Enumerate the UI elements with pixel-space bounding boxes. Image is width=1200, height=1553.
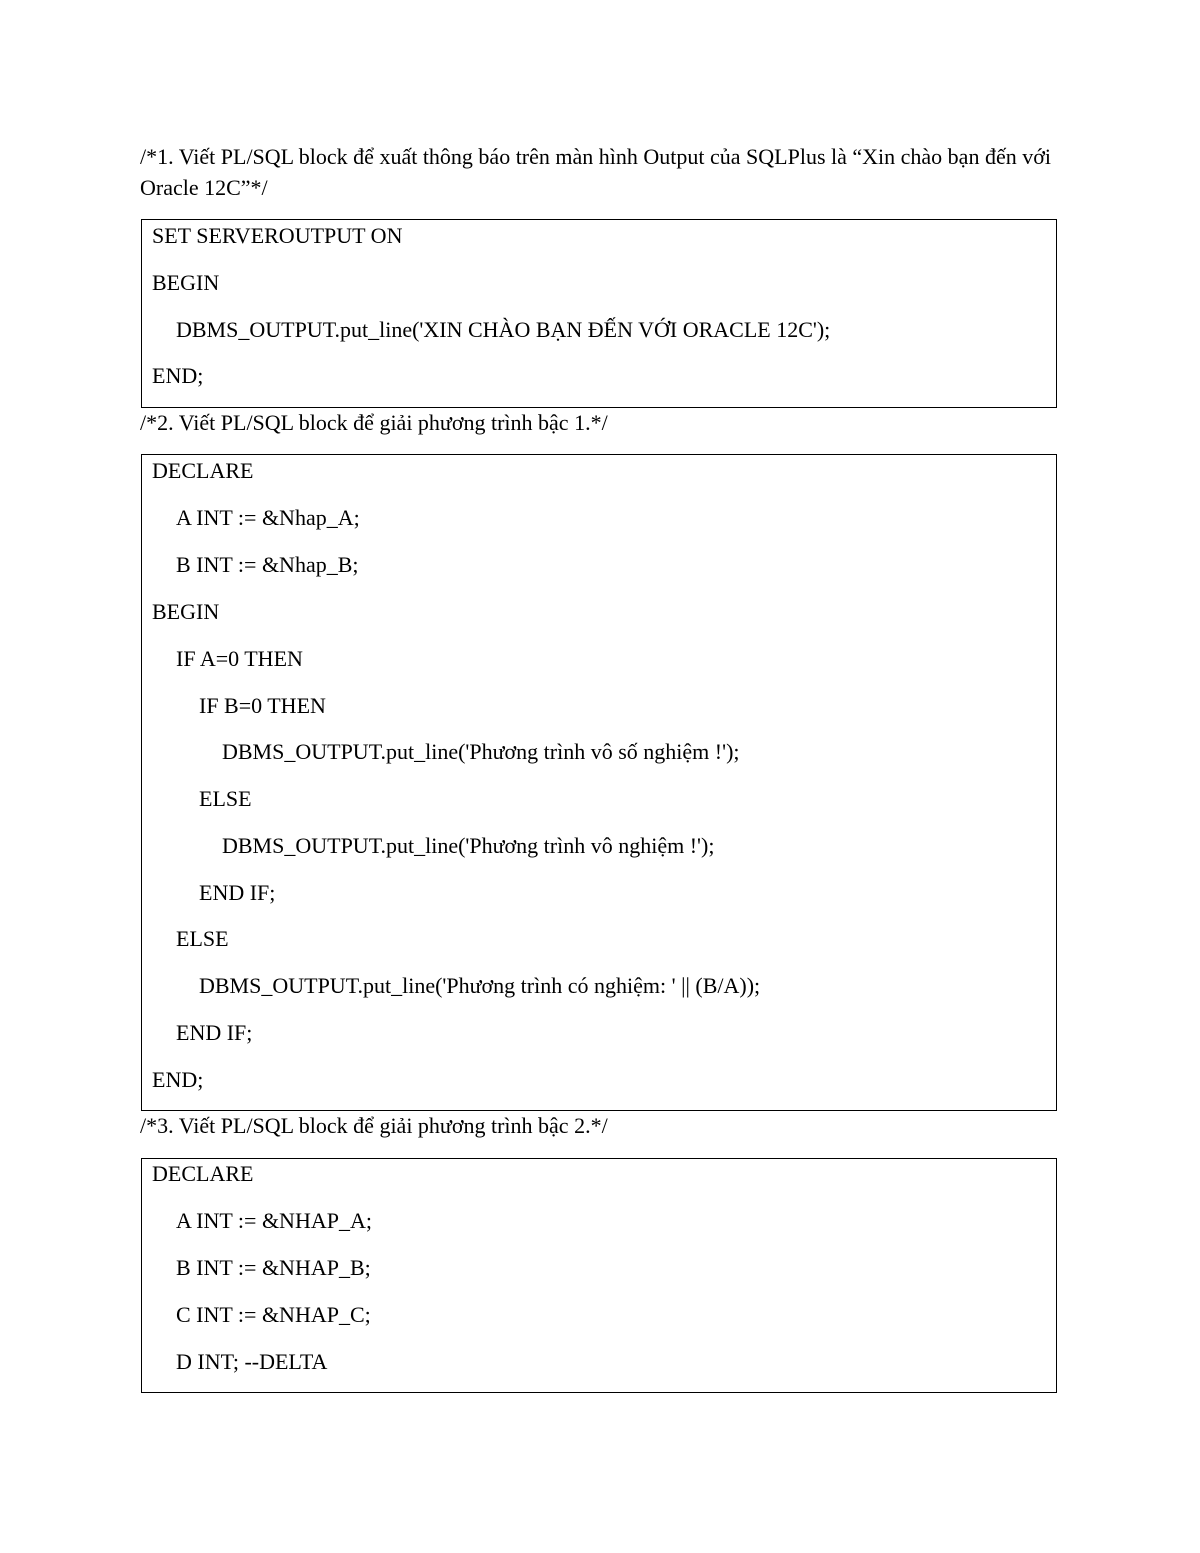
code-line: DBMS_OUTPUT.put_line('Phương trình có nghiệm: ' || (B/A)); — [199, 973, 761, 998]
code-line: BEGIN — [152, 599, 220, 624]
section-3-code-box — [141, 1158, 1057, 1393]
code-line: B INT := &NHAP_B; — [176, 1255, 371, 1280]
code-line: A INT := &Nhap_A; — [176, 505, 360, 530]
code-line: DECLARE — [152, 458, 254, 483]
code-line: ELSE — [199, 786, 252, 811]
code-line: A INT := &NHAP_A; — [176, 1208, 372, 1233]
section-2-code-box — [141, 454, 1057, 1111]
code-line: END IF; — [199, 880, 276, 905]
code-line: DBMS_OUTPUT.put_line('Phương trình vô nghiệm !'); — [222, 833, 715, 858]
code-line: C INT := &NHAP_C; — [176, 1302, 371, 1327]
code-line: BEGIN — [152, 270, 220, 295]
section-3-comment: /*3. Viết PL/SQL block để giải phương trình bậc 2.*/ — [140, 1113, 608, 1138]
code-line: IF B=0 THEN — [199, 693, 326, 718]
code-line: SET SERVEROUTPUT ON — [152, 223, 403, 248]
code-line: B INT := &Nhap_B; — [176, 552, 359, 577]
section-1-code-box — [141, 219, 1057, 408]
code-line: DBMS_OUTPUT.put_line('XIN CHÀO BẠN ĐẾN VỚI ORACLE 12C'); — [176, 317, 831, 342]
code-line: END; — [152, 1067, 204, 1092]
code-line: ELSE — [176, 926, 229, 951]
code-line: END IF; — [176, 1020, 253, 1045]
code-line: IF A=0 THEN — [176, 646, 303, 671]
code-line: DBMS_OUTPUT.put_line('Phương trình vô số nghiệm !'); — [222, 739, 740, 764]
section-2-comment: /*2. Viết PL/SQL block để giải phương trình bậc 1.*/ — [140, 410, 608, 435]
code-line: DECLARE — [152, 1161, 254, 1186]
code-line: END; — [152, 363, 204, 388]
section-1-comment: /*1. Viết PL/SQL block để xuất thông báo trên màn hình Output của SQLPlus là “Xin chào bạn đến với Oracle 12C”*/ — [140, 144, 1057, 200]
code-line: D INT; --DELTA — [176, 1349, 328, 1374]
